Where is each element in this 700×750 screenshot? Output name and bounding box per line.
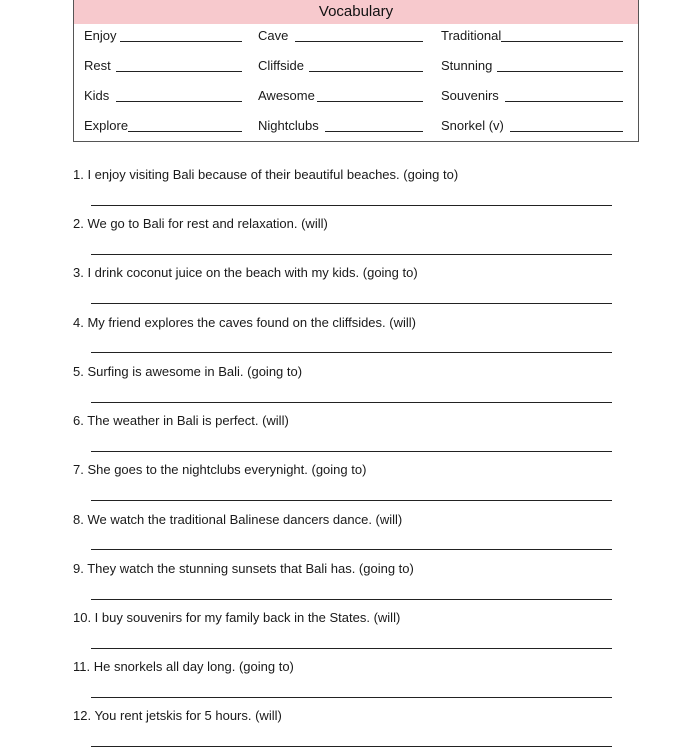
answer-line[interactable] (91, 254, 612, 255)
vocab-word: Rest (84, 58, 111, 73)
question-9: 9. They watch the stunning sunsets that Bali has. (going to) (73, 561, 414, 576)
vocabulary-row (74, 25, 638, 47)
vocab-blank[interactable] (497, 71, 623, 72)
answer-line[interactable] (91, 451, 612, 452)
answer-line[interactable] (91, 303, 612, 304)
vocab-item (84, 115, 242, 137)
answer-line[interactable] (91, 205, 612, 206)
vocab-blank[interactable] (510, 131, 623, 132)
vocab-item (258, 85, 423, 107)
question-11: 11. He snorkels all day long. (going to) (73, 659, 294, 674)
vocab-blank[interactable] (116, 101, 242, 102)
question-1: 1. I enjoy visiting Bali because of their beautiful beaches. (going to) (73, 167, 459, 182)
answer-line[interactable] (91, 648, 612, 649)
vocabulary-row (74, 85, 638, 107)
vocab-word: Snorkel (v) (441, 118, 504, 133)
vocab-word: Traditional (441, 28, 502, 43)
question-12: 12. You rent jetskis for 5 hours. (will) (73, 708, 282, 723)
vocabulary-row (74, 115, 638, 137)
vocab-item (441, 55, 623, 77)
answer-line[interactable] (91, 746, 612, 747)
answer-line[interactable] (91, 352, 612, 353)
vocab-word: Kids (84, 88, 110, 103)
vocab-item (441, 25, 623, 47)
vocab-item (258, 25, 423, 47)
vocab-blank[interactable] (505, 101, 623, 102)
answer-line[interactable] (91, 697, 612, 698)
vocab-word: Explore (84, 118, 129, 133)
vocabulary-box (73, 0, 639, 142)
question-10: 10. I buy souvenirs for my family back in the States. (will) (73, 610, 401, 625)
vocab-item (441, 115, 623, 137)
answer-line[interactable] (91, 599, 612, 600)
vocab-blank[interactable] (325, 131, 423, 132)
vocab-item (258, 55, 423, 77)
vocab-word: Enjoy (84, 28, 117, 43)
vocabulary-title: Vocabulary (74, 0, 638, 24)
question-2: 2. We go to Bali for rest and relaxation. (will) (73, 216, 328, 231)
vocab-blank[interactable] (501, 41, 623, 42)
answer-line[interactable] (91, 500, 612, 501)
vocab-blank[interactable] (116, 71, 242, 72)
answer-line[interactable] (91, 549, 612, 550)
vocab-item (258, 115, 423, 137)
vocab-word: Souvenirs (441, 88, 499, 103)
question-5: 5. Surfing is awesome in Bali. (going to) (73, 364, 303, 379)
vocabulary-row (74, 55, 638, 77)
answer-line[interactable] (91, 402, 612, 403)
vocab-item (441, 85, 623, 107)
vocab-blank[interactable] (317, 101, 423, 102)
vocab-item (84, 25, 242, 47)
vocab-blank[interactable] (120, 41, 242, 42)
vocab-blank[interactable] (295, 41, 423, 42)
vocab-word: Nightclubs (258, 118, 319, 133)
vocab-blank[interactable] (128, 131, 242, 132)
vocab-blank[interactable] (309, 71, 423, 72)
vocab-word: Cave (258, 28, 289, 43)
question-4: 4. My friend explores the caves found on the cliffsides. (will) (73, 315, 416, 330)
question-7: 7. She goes to the nightclubs everynight. (going to) (73, 462, 367, 477)
vocab-item (84, 55, 242, 77)
vocab-item (84, 85, 242, 107)
question-8: 8. We watch the traditional Balinese dancers dance. (will) (73, 512, 403, 527)
vocab-word: Stunning (441, 58, 493, 73)
vocab-word: Cliffside (258, 58, 305, 73)
question-6: 6. The weather in Bali is perfect. (will) (73, 413, 289, 428)
question-3: 3. I drink coconut juice on the beach with my kids. (going to) (73, 265, 418, 280)
vocab-word: Awesome (258, 88, 315, 103)
